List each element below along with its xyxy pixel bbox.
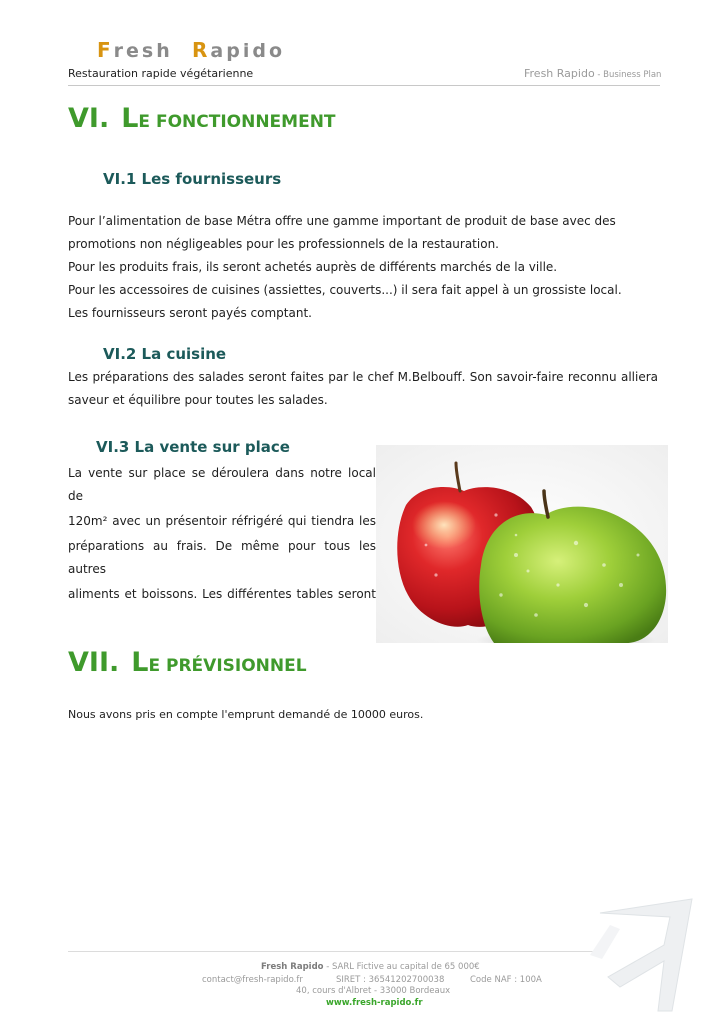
header-divider (68, 85, 660, 86)
watermark-logo-icon (580, 895, 700, 1015)
paragraph-line: Les fournisseurs seront payés comptant. (68, 306, 312, 320)
paragraph-line: promotions non négligeables pour les professionnels de la restauration. (68, 237, 499, 251)
logo-initial-f: F (97, 38, 114, 62)
section-6-heading (68, 103, 336, 134)
paragraph-line: préparations au frais. De même pour tous les autres (68, 539, 376, 576)
running-title: Fresh Rapido (524, 67, 595, 80)
paragraph-line: 120m² avec un présentoir réfrigéré qui tiendra les (68, 514, 376, 528)
subsection-6-2-body (68, 366, 658, 412)
section-6-title: E FONCTIONNEMENT (138, 112, 336, 132)
section-7-title: E PRÉVISIONNEL (148, 656, 307, 676)
footer-website[interactable]: www.fresh-rapido.fr (326, 998, 423, 1008)
subsection-6-3-title: VI.3 La vente sur place (96, 438, 290, 456)
logo (97, 38, 285, 62)
section-7-body: Nous avons pris en compte l'emprunt demandé de 10000 euros. (68, 708, 424, 721)
running-separator: - (594, 70, 604, 80)
logo-text-resh: resh (113, 40, 173, 62)
subsection-6-2-title: VI.2 La cuisine (103, 345, 227, 363)
apples-illustration (376, 445, 668, 643)
footer-naf: Code NAF : 100A (470, 975, 542, 985)
footer-divider (68, 951, 598, 952)
logo-text-apido: apido (210, 40, 285, 62)
section-6-number: VI. (68, 103, 110, 134)
paragraph-line: aliments et boissons. Les différentes tables seront (68, 587, 376, 601)
subsection-6-1-body (68, 210, 668, 325)
subsection-6-1-title: VI.1 Les fournisseurs (103, 170, 282, 188)
section-7-number: VII. (68, 647, 120, 678)
section-6-cap: L (121, 103, 139, 134)
paragraph-line: Pour les produits frais, ils seront achetés auprès de différents marchés de la ville. (68, 260, 558, 274)
paragraph-line: La vente sur place se déroulera dans notre local de (68, 466, 376, 503)
footer-email[interactable]: contact@fresh-rapido.fr (202, 975, 303, 985)
tagline: Restauration rapide végétarienne (68, 67, 254, 80)
footer-company-line (261, 962, 480, 972)
paragraph-line: Pour les accessoires de cuisines (assiettes, couverts...) il sera fait appel à un grossiste local. (68, 283, 622, 297)
paragraph-line: Les préparations des salades seront faites par le chef M.Belbouff. Son savoir-faire reconnu alliera (68, 370, 658, 384)
footer-company-desc: - SARL Fictive au capital de 65 000€ (323, 962, 480, 972)
logo-initial-r: R (192, 38, 211, 62)
section-7-cap: L (131, 647, 149, 678)
subsection-6-3-body (68, 462, 376, 606)
paragraph-line: Pour l’alimentation de base Métra offre une gamme important de produit de base avec des (68, 214, 616, 228)
footer-address: 40, cours d'Albret - 33000 Bordeaux (296, 986, 451, 996)
apples-photo (376, 445, 668, 643)
footer-siret: SIRET : 36541202700038 (336, 975, 445, 985)
running-subtitle: Business Plan (603, 70, 662, 80)
paragraph-line: saveur et équilibre pour toutes les salades. (68, 393, 328, 407)
running-header (524, 67, 661, 80)
footer-company: Fresh Rapido (261, 962, 324, 972)
section-7-heading (68, 647, 307, 678)
